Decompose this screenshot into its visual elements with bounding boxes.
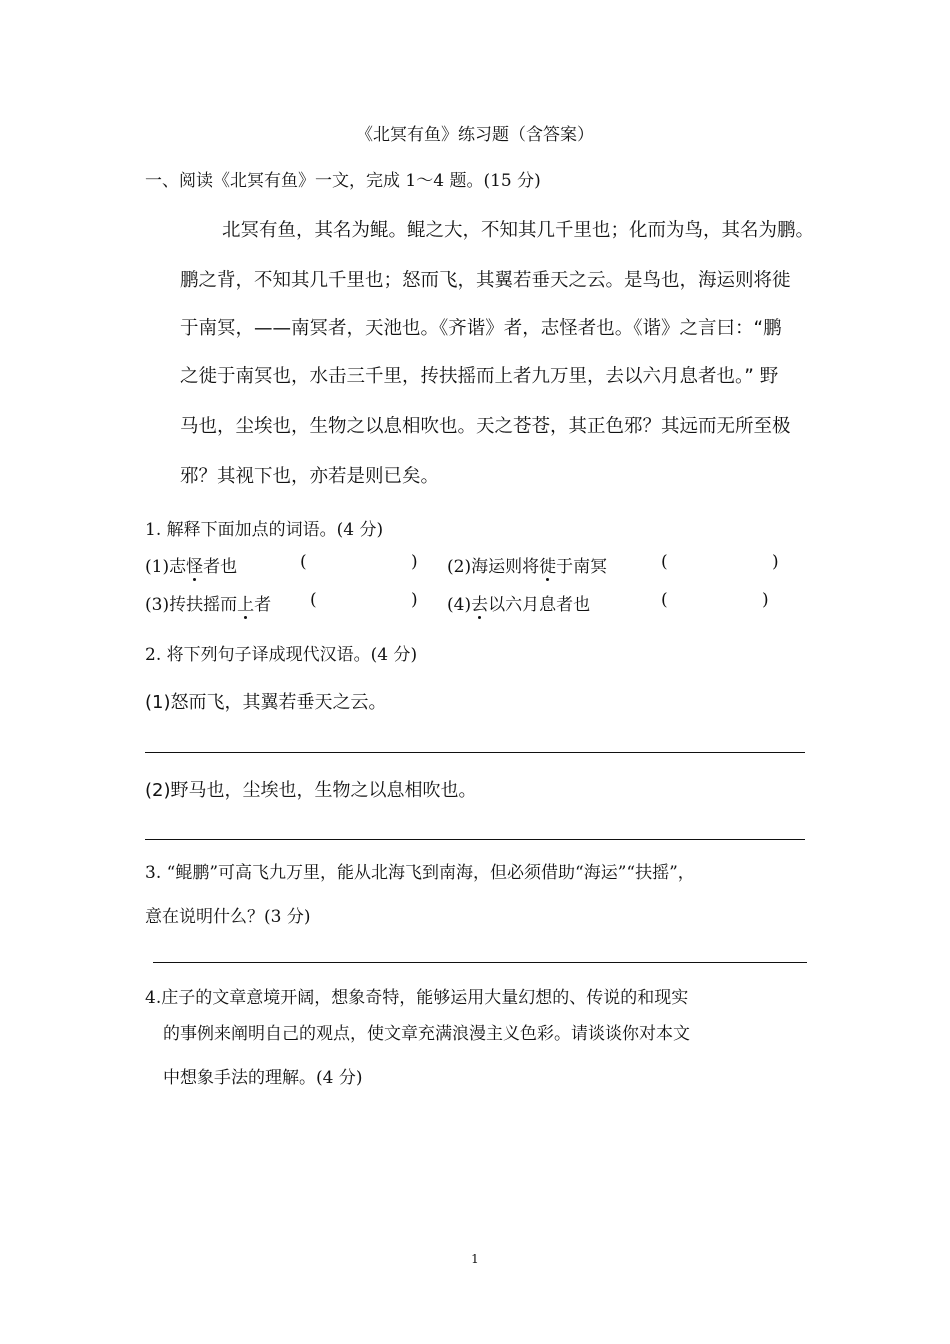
question-2-sentence-1: (1)怒而飞，其翼若垂天之云。: [145, 692, 387, 713]
passage-line: 邪？其视下也，亦若是则已矣。: [180, 466, 440, 487]
q1-item-4-close-paren: ): [762, 590, 769, 610]
question-2-sentence-2: (2)野马也，尘埃也，生物之以息相吹也。: [145, 780, 477, 801]
question-4-line-2: 的事例来阐明自己的观点，使文章充满浪漫主义色彩。请谈谈你对本文: [163, 1024, 690, 1044]
passage-line: 马也，尘埃也，生物之以息相吹也。天之苍苍，其正色邪？其远而无所至极: [180, 416, 791, 437]
question-3-line-2: 意在说明什么？(3 分): [145, 907, 311, 927]
emphasis-dot-char: 怪: [186, 552, 203, 577]
q1-item-4-open-paren: (: [661, 590, 668, 610]
q1-item-2-open-paren: (: [661, 552, 668, 572]
question-4-line-1: 4.庄子的文章意境开阔，想象奇特，能够运用大量幻想的、传说的和现实: [145, 988, 689, 1008]
answer-line: [145, 839, 805, 840]
q1-item-2: (2)海运则将徙于南冥: [447, 552, 607, 577]
emphasis-dot-char: 去: [471, 590, 488, 615]
q1-item-1-close-paren: ): [411, 552, 418, 572]
q1-item-4: (4)去以六月息者也: [447, 590, 590, 615]
answer-line: [145, 752, 805, 753]
emphasis-dot-char: 上: [237, 590, 254, 615]
answer-line: [153, 962, 807, 963]
q1-item-3-close-paren: ): [411, 590, 418, 610]
section-heading: 一、阅读《北冥有鱼》一文，完成 1～4 题。(15 分): [145, 171, 541, 191]
document-title: 《北冥有鱼》练习题（含答案）: [356, 125, 594, 145]
passage-line: 北冥有鱼，其名为鲲。鲲之大，不知其几千里也；化而为鸟，其名为鹏。: [222, 220, 815, 241]
passage-line: 于南冥，——南冥者，天池也。《齐谐》者，志怪者也。《谐》之言曰：“鹏: [180, 318, 782, 339]
passage-line: 之徙于南冥也，水击三千里，抟扶摇而上者九万里，去以六月息者也。” 野: [180, 366, 779, 387]
q1-item-2-close-paren: ): [772, 552, 779, 572]
question-4-line-3: 中想象手法的理解。(4 分): [163, 1068, 363, 1088]
emphasis-dot-char: 徙: [539, 552, 556, 577]
q1-item-3: (3)抟扶摇而上者: [145, 590, 271, 615]
page-number: 1: [471, 1252, 479, 1266]
q1-item-1: (1)志怪者也: [145, 552, 237, 577]
q1-item-1-open-paren: (: [300, 552, 307, 572]
passage-line: 鹏之背，不知其几千里也；怒而飞，其翼若垂天之云。是鸟也，海运则将徙: [180, 270, 791, 291]
q1-item-3-open-paren: (: [310, 590, 317, 610]
question-2-stem: 2. 将下列句子译成现代汉语。(4 分): [145, 645, 418, 665]
question-1-stem: 1. 解释下面加点的词语。(4 分): [145, 520, 384, 540]
question-3-line-1: 3. “鲲鹏”可高飞九万里，能从北海飞到南海，但必须借助“海运”“扶摇”，: [145, 863, 695, 883]
